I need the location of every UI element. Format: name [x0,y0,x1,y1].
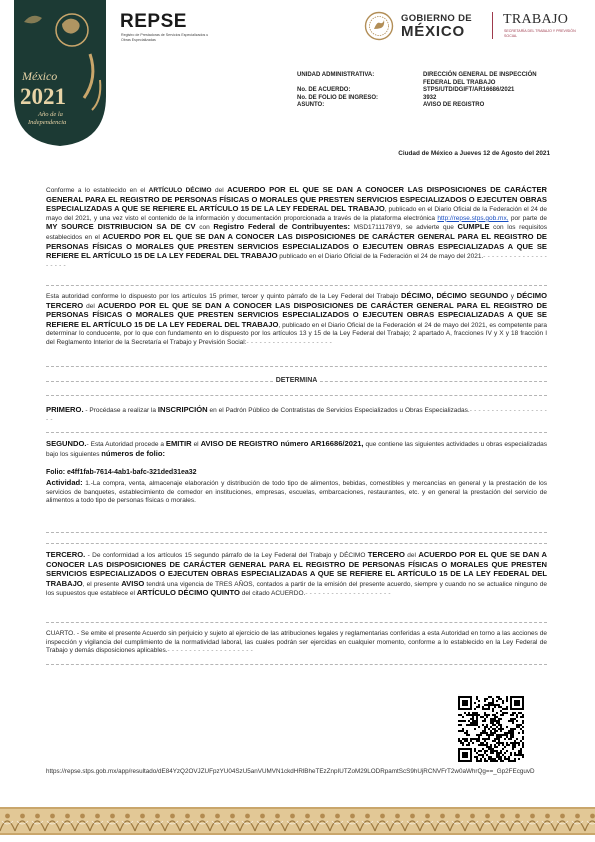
text-bold: ARTÍCULO DÉCIMO [148,187,212,194]
text-bold: DÉCIMO TERCERO [46,291,547,310]
text: por parte de [508,214,547,222]
dashed-divider [46,432,547,433]
document-date: Ciudad de México a Jueves 12 de Agosto del 2021 [398,150,550,157]
text: , publicado en el Diario Oficial de la Federación el 24 de mayo del 2021, es competente para determinar lo conducente, por lo que con fundamento en lo dispuesto por los artículos 13 y 15 de la Ley Federal del Trabajo; 2 apartado A, fracciones IV y X y 18 fracción I del Reglamento Interior de la Secretaría el Trabajo y Previsión Social: [46,321,547,346]
text-bold: INSCRIPCIÓN [157,405,208,414]
text: y [508,293,517,300]
dashed-divider [46,395,547,396]
text-bold: TERCERO [367,550,405,559]
meta-folio-value: 3932 [423,94,437,101]
paragraph-conforme [46,186,547,270]
dash-fill: - - - - - - - - - - - - - - - - - - - - [46,253,547,269]
determina-heading [46,377,547,386]
footer-pattern [0,807,595,835]
text: el [191,441,201,448]
text: del citado ACUERDO. [239,590,306,598]
dash-fill: - - - - - - - - - - - - - - - - - - - - [167,647,253,655]
text: con los requisitos establecidos en el [46,224,548,241]
gobierno-line2: MÉXICO [401,23,465,40]
dashed-divider [46,285,547,286]
text-bold: EMITIR [165,439,192,448]
meta-folio-row [297,95,557,103]
text-bold: AVISO DE REGISTRO número AR16686/2021, [200,439,364,448]
coat-of-arms-icon [364,11,394,41]
text: en el Padrón Público de Contratistas de Servicios Especializados u Obras Especializadas. [207,407,470,414]
paragraph-actividad [46,479,547,506]
text: Esta autoridad conforme lo dispuesto por los artículos 15 primer, tercer y quinto párrafo de la Ley Federal del Trabajo [46,293,402,300]
repse-logo: REPSE [120,11,187,32]
text-bold: DÉCIMO, DÉCIMO SEGUNDO [401,291,509,300]
repse-subtitle: Registro de Prestadoras de Servicios Especializados u Obras Especializadas [121,33,209,42]
dashed-divider [46,366,547,367]
meta-ua-label: UNIDAD ADMINISTRATIVA: [297,72,375,78]
meta-acuerdo-row [297,87,557,95]
text: tendrá una vigencia de TRES AÑOS, contados a partir de la emisión del presente acuerdo, siempre y cuando no se actualice ninguno de los supuestos que establece el [46,580,547,598]
dash-fill: - - - - - - - - - - - - - - - - - - - - [305,590,391,598]
primero-label: PRIMERO. [46,405,84,414]
verification-url[interactable]: https://repse.stps.gob.mx/app/resultado/dE84YzQ2OVJZUFpzYU04SzU5anVUMVN1ckdHRlBheTEzZnpIUTZoM29LODRpamtScS9hUjRCNVFrT2w0aWhrQg==_Gp2FEcguvD [46,768,535,775]
text: con [195,224,214,232]
badge-line3: Año de la [38,111,63,118]
text: del [211,187,228,194]
paragraph-primero [46,406,547,424]
dash-fill: - - - - - - - - - - - - - - - - - - - - [246,338,332,346]
badge-year: 2021 [20,84,66,109]
repse-link[interactable]: http://repse.stps.gob.mx, [437,214,509,222]
gobierno-line1: GOBIERNO DE [401,13,472,24]
header-divider [492,12,493,39]
paragraph-autoridad [46,292,547,348]
meta-folio-label: No. DE FOLIO DE INGRESO: [297,94,379,101]
acuerdo-title: ACUERDO POR EL QUE SE DAN A CONOCER LAS DISPOSICIONES DE CARÁCTER GENERAL PARA EL REGISTRO DE PERSONAS FÍSICAS O MORALES QUE PRESTEN SERVICIOS ESPECIALIZADOS O EJECUTEN OBRAS ESPECIALIZADAS A QUE SE REFIERE EL ARTÍCULO 15 DE LA LEY FEDERAL DEL TRABAJO [46,300,548,329]
badge-line1: México [22,69,58,83]
acuerdo-title: ACUERDO POR EL QUE SE DAN A CONOCER LAS DISPOSICIONES DE CARÁCTER GENERAL PARA EL REGISTRO DE PERSONAS FÍSICAS O MORALES QUE PRESTEN SERVICIOS ESPECIALIZADOS O EJECUTEN OBRAS ESPECIALIZADAS A QUE SE REFIERE EL ARTÍCULO 15 DE LA LEY FEDERAL DEL TRABAJO [46,550,548,588]
text: del [404,552,419,559]
rfc-text: MSD1711178Y9, se advierte que [349,224,458,232]
meta-ua-value: DIRECCIÓN GENERAL DE INSPECCIÓN FEDERAL DEL TRABAJO [423,72,537,86]
text: que contiene las siguientes actividades u obras especializadas bajo los siguientes [46,441,547,458]
meta-acuerdo-value: STPS/UTD/DGIFT/AR16686/2021 [423,87,515,94]
company-name: MY SOURCE DISTRIBUCION SA DE CV [46,222,196,232]
dash-fill: - - - - - - - - - - - - - - - - - - - - [46,407,548,423]
text-bold: AVISO [121,578,145,588]
dashed-divider [46,532,547,533]
mexico-2021-badge [14,0,106,146]
text: 1.-La compra, venta, almacenaje elaboración y distribución de todo tipo de alimentos, bebidas, comestibles y mercancías en general y la prestación de los servicios de banquetes, establecimiento de comedor en instituciones, empresas, escuelas, embarcaciones, restaurantes, etc. y en general la prestación del servicio de alimentos a todo tipo de personas físicas o morales. [46,480,547,505]
text: publicado en el Diario Oficial de la Federación el 24 de mayo del 2021. [277,253,484,261]
paragraph-tercero [46,551,547,599]
dashed-divider [46,664,547,665]
metadata-block [297,72,557,110]
trabajo-title: TRABAJO [503,12,569,27]
meta-asunto-row [297,102,557,110]
determina-label: DETERMINA [273,377,321,384]
text: - Procédase a realizar la [83,407,158,414]
text: , publicado en el Diario Oficial de la Federación el 24 de mayo del 2021, y una vez visto el contenido de la información y documentación proporcionada a través de la plataforma electrónica [46,206,548,222]
dashed-divider [46,622,547,623]
dashed-divider [46,543,547,544]
meta-acuerdo-label: No. DE ACUERDO: [297,87,351,94]
text-bold: ARTÍCULO DÉCIMO QUINTO [136,588,240,598]
qr-code[interactable] [458,696,524,762]
badge-line4: Independencia [28,119,67,126]
acuerdo-title: ACUERDO POR EL QUE SE DAN A CONOCER LAS DISPOSICIONES DE CARÁCTER GENERAL PARA EL REGISTRO DE PERSONAS FÍSICAS O MORALES QUE PRESTEN SERVICIOS ESPECIALIZADOS O EJECUTEN OBRAS ESPECIALIZADAS A QUE SE REFIERE EL ARTÍCULO 15 DE LA LEY FEDERAL DEL TRABAJO [46,231,548,261]
text: CUARTO. - Se emite el presente Acuerdo sin perjuicio y sujeto al ejercicio de las atribuciones legales y reglamentarias conferidas a esta Autoridad en torno a las acciones de inspección y vigilancia del cumplimiento de la normatividad laboral, las cuales podrán ser ejercidas en cualquier momento, conforme a lo establecido en la Ley Federal de Trabajo y demás disposiciones aplicables. [46,630,547,655]
acuerdo-title: ACUERDO POR EL QUE SE DAN A CONOCER LAS DISPOSICIONES DE CARÁCTER GENERAL PARA EL REGISTRO DE PERSONAS FÍSICAS O MORALES QUE PRESTEN SERVICIOS ESPECIALIZADOS O EJECUTEN OBRAS ESPECIALIZADAS A QUE SE REFIERE EL ARTÍCULO 15 DE LA LEY FEDERAL DEL TRABAJO [46,185,548,214]
text: , el presente [82,580,122,588]
paragraph-cuarto [46,630,547,656]
meta-ua-row [297,72,557,87]
tercero-label: TERCERO. [46,550,86,559]
text: Conforme a lo establecido en el [46,187,149,194]
text: - De conformidad a los artículos 15 segundo párrafo de la Ley Federal del Trabajo y DÉCIMO [85,552,368,559]
folio-id: Folio: e4ff1fab-7614-4ab1-bafc-321ded31ea32 [46,469,197,476]
rfc-label: Registro Federal de Contribuyentes: [213,222,350,232]
cumple-text: CUMPLE [457,222,490,232]
meta-asunto-label: ASUNTO: [297,102,325,109]
segundo-label: SEGUNDO. [46,439,87,448]
text: - Esta Autoridad procede a [86,441,166,448]
text: del [83,302,98,310]
trabajo-subtitle: SECRETARÍA DEL TRABAJO Y PREVISIÓN SOCIAL [504,29,576,38]
text-bold: números de folio: [101,448,166,458]
paragraph-segundo [46,440,547,459]
actividad-label: Actividad: [46,478,83,487]
meta-asunto-value: AVISO DE REGISTRO [423,102,485,109]
